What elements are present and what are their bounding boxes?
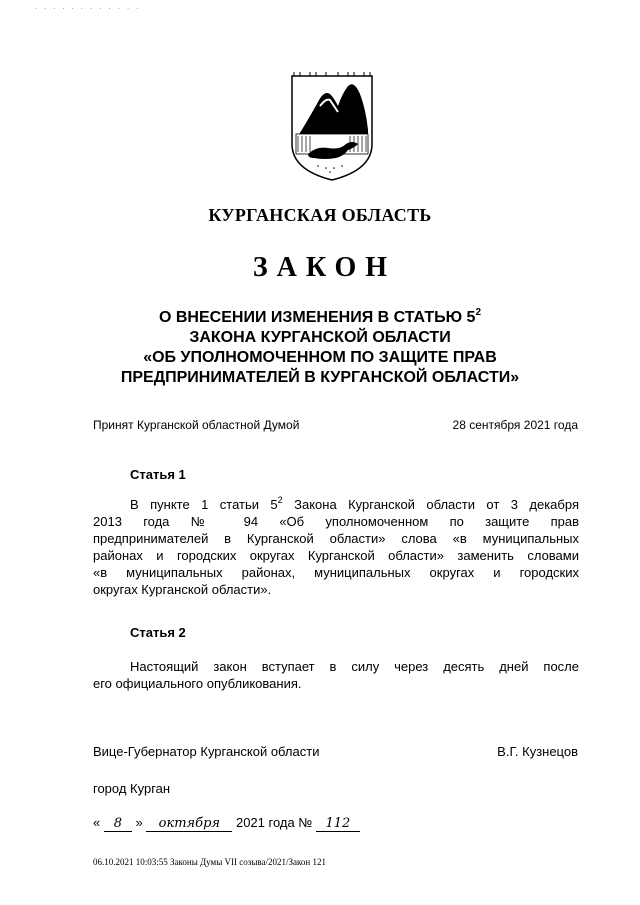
- city: город Курган: [93, 781, 171, 796]
- scan-header-noise: . . . . . . . . . . . .: [34, 4, 141, 11]
- handwritten-law-number: 112: [316, 817, 360, 832]
- article-2-line-2: его официального опубликования.: [93, 676, 302, 691]
- close-quote: »: [135, 815, 143, 830]
- article-1-line-4: районах и городских округах Курганской области» заменить словами: [93, 548, 579, 563]
- article-1-line-1-post: Закона Курганской области от 3 декабря: [282, 497, 579, 512]
- law-title-line-1: [0, 308, 640, 328]
- law-title-line-3: «ОБ УПОЛНОМОЧЕННОМ ПО ЗАЩИТЕ ПРАВ: [143, 349, 497, 366]
- signature-row: [93, 744, 578, 759]
- law-title-line-2: ЗАКОНА КУРГАНСКОЙ ОБЛАСТИ: [189, 329, 451, 346]
- law-title-superscript: 2: [475, 306, 481, 318]
- article-1-line-1-pre: В пункте 1 статьи 5: [130, 497, 278, 512]
- article-2-text: [93, 658, 579, 692]
- article-1-line-6: округах Курганской области».: [93, 582, 272, 597]
- law-title: [0, 308, 640, 388]
- enactment-date-line: [93, 815, 360, 832]
- article-2-line-1: Настоящий закон вступает в силу через десять дней после: [130, 659, 579, 674]
- signatory-name: В.Г. Кузнецов: [497, 744, 578, 759]
- law-title-line-4: ПРЕДПРИНИМАТЕЛЕЙ В КУРГАНСКОЙ ОБЛАСТИ»: [120, 369, 520, 386]
- article-2-heading: Статья 2: [130, 625, 186, 640]
- handwritten-day: 8: [104, 817, 132, 832]
- open-quote: «: [93, 815, 101, 830]
- law-title-line-1-text: О ВНЕСЕНИИ ИЗМЕНЕНИЯ В СТАТЬЮ 5: [158, 309, 476, 326]
- handwritten-month: октября: [146, 817, 232, 832]
- adopted-by: Принят Курганской областной Думой: [93, 418, 300, 432]
- article-1-superscript: 2: [277, 494, 283, 505]
- article-1-heading: Статья 1: [130, 467, 186, 482]
- article-1-line-5: «в муниципальных районах, муниципальных округах и городских: [93, 565, 579, 580]
- year-text: 2021 года №: [235, 815, 313, 830]
- region-name: КУРГАНСКАЯ ОБЛАСТЬ: [208, 205, 432, 225]
- footer-file-info: 06.10.2021 10:03:55 Законы Думы VII созыва/2021/Закон 121: [93, 857, 326, 867]
- article-1-line-1: [93, 496, 579, 513]
- article-1-line-2: 2013 года № 94 «Об уполномоченном по защите прав: [93, 514, 579, 529]
- article-1-text: [93, 496, 579, 598]
- adoption-info: [93, 418, 578, 432]
- signatory-position: Вице-Губернатор Курганской области: [93, 744, 320, 759]
- kurgan-oblast-coat-of-arms-icon: [288, 72, 376, 184]
- article-1-line-3: предпринимателей в Курганской области» слова «в муниципальных: [93, 531, 579, 546]
- adopted-date: 28 сентября 2021 года: [452, 418, 578, 432]
- document-type: ЗАКОН: [252, 252, 397, 283]
